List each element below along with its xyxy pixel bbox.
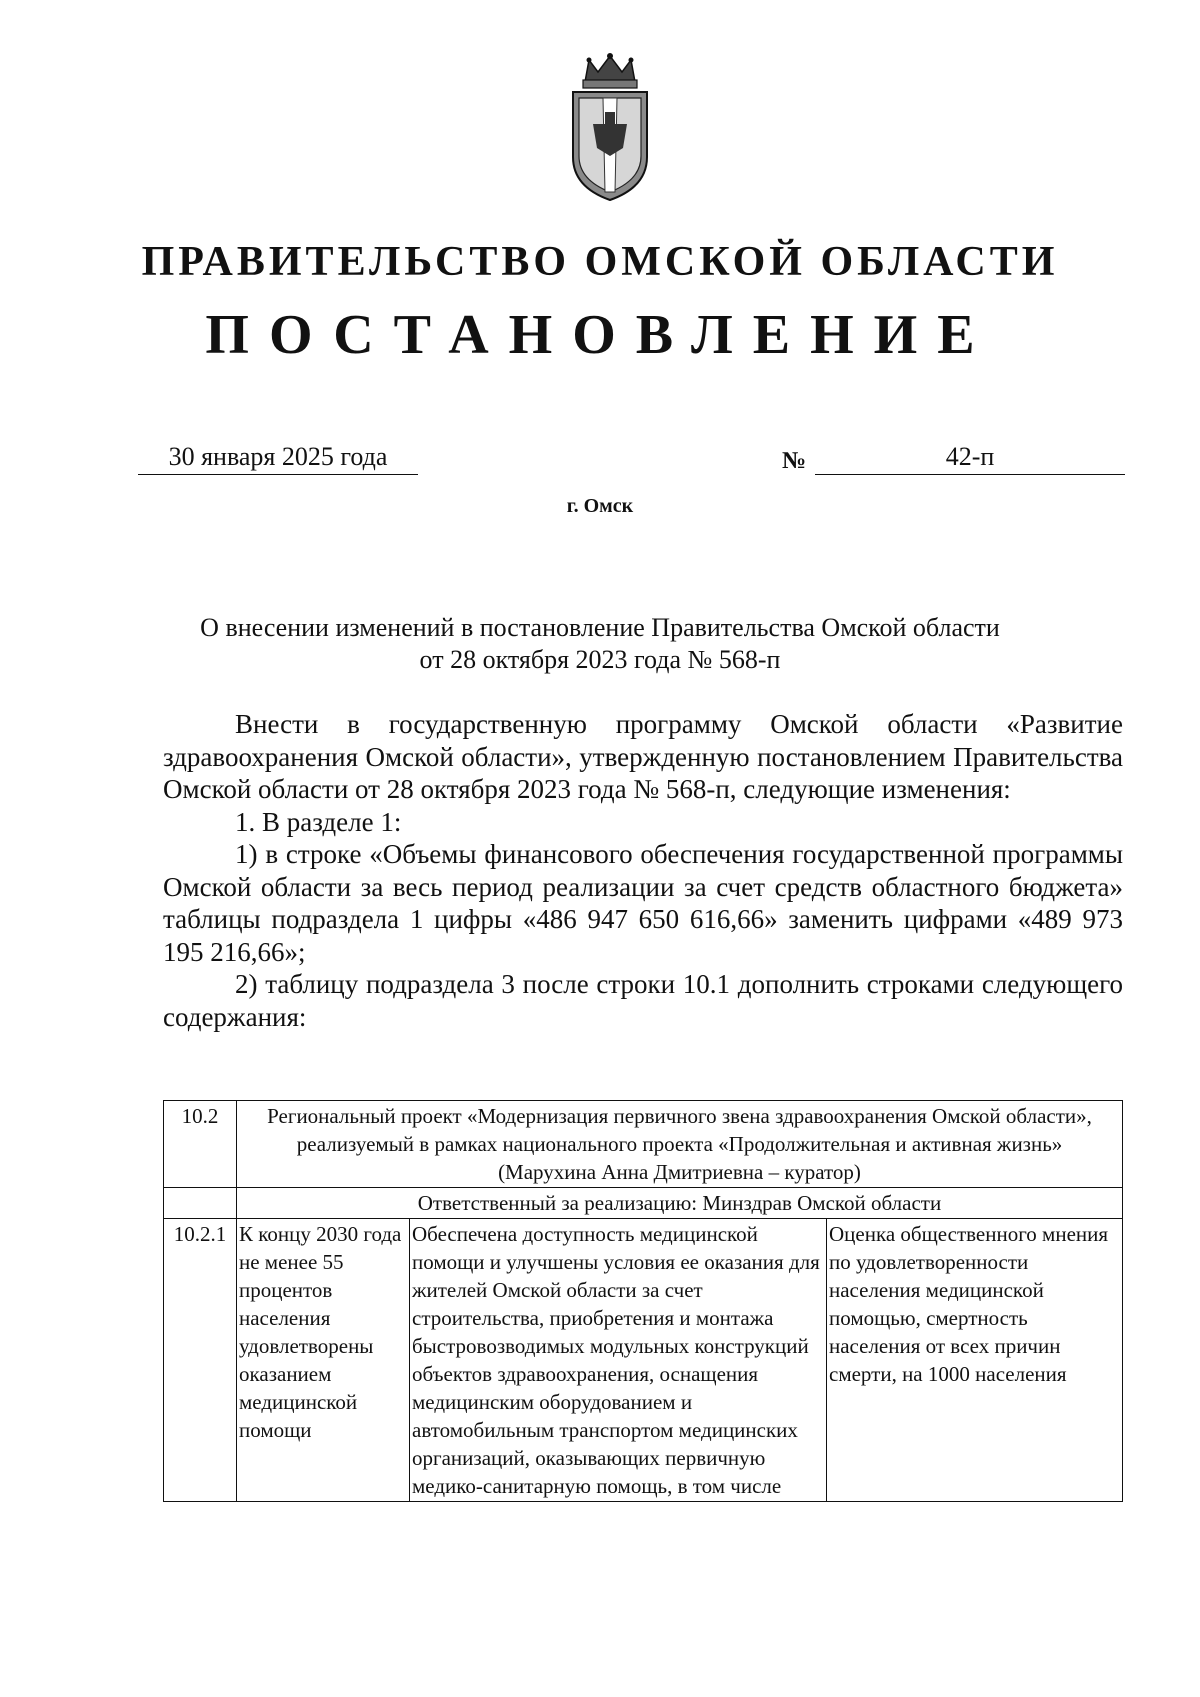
table-cell-project-title (237, 1101, 1123, 1188)
city-label: г. Омск (566, 495, 634, 517)
number-label: № (782, 448, 807, 474)
document-date: 30 января 2025 года (138, 440, 418, 475)
subject-line-1: О внесении изменений в постановление Правительства Омской области (200, 613, 1000, 642)
table-row (164, 1188, 1123, 1219)
body-intro-paragraph: Внести в государственную программу Омской области «Развитие здравоохранения Омской области», утвержденную постановлением Правительства Омской области от 28 октября 2023 года № 568-п, следующие изменения: (163, 709, 1123, 804)
project-title-text: Региональный проект «Модернизация первичного звена здравоохранения Омской области», реализуемый в рамках национального проекта «Продолжительная и активная жизнь» (267, 1104, 1092, 1156)
body-item-1-2: 2) таблицу подраздела 3 после строки 10.1 дополнить строками следующего содержания: (163, 969, 1123, 1032)
table-cell-indicator: Оценка общественного мнения по удовлетворенности населения медицинской помощью, смертность населения от всех причин смерти, на 1000 населения (827, 1219, 1123, 1502)
coat-of-arms-emblem (565, 52, 655, 202)
project-curator-text: (Марухина Анна Дмитриевна – куратор) (498, 1160, 861, 1184)
document-type-title: ПОСТАНОВЛЕНИЕ (205, 304, 995, 366)
table-row (164, 1101, 1123, 1188)
amendment-table (163, 1100, 1123, 1502)
document-number: 42-п (815, 440, 1125, 475)
body-item-1: 1. В разделе 1: (235, 806, 402, 837)
table-cell-goal: К концу 2030 года не менее 55 процентов населения удовлетворены оказанием медицинской помощи (237, 1219, 410, 1502)
table-cell-responsible: Ответственный за реализацию: Минздрав Омской области (237, 1188, 1123, 1219)
document-subject (160, 612, 1040, 676)
table-cell-task: Обеспечена доступность медицинской помощи и улучшены условия ее оказания для жителей Омской области за счет строительства, приобретения и монтажа быстровозводимых модульных конструкций объектов здравоохранения, оснащения медицинским оборудованием и автомобильным транспортом медицинских организаций, оказывающих первичную медико-санитарную помощь, в том числе (410, 1219, 827, 1502)
government-title: ПРАВИТЕЛЬСТВО ОМСКОЙ ОБЛАСТИ (141, 239, 1059, 285)
table-cell-number: 10.2 (164, 1101, 237, 1188)
table-cell-empty (164, 1188, 237, 1219)
body-item-1-1: 1) в строке «Объемы финансового обеспечения государственной программы Омской области за весь период реализации за счет средств областного бюджета» таблицы подраздела 1 цифры «486 947 650 616,66» заменить цифрами «489 973 195 216,66»; (163, 839, 1123, 967)
table-row (164, 1219, 1123, 1502)
subject-line-2: от 28 октября 2023 года № 568-п (419, 645, 781, 674)
document-body (163, 708, 1123, 1033)
table-cell-number: 10.2.1 (164, 1219, 237, 1502)
